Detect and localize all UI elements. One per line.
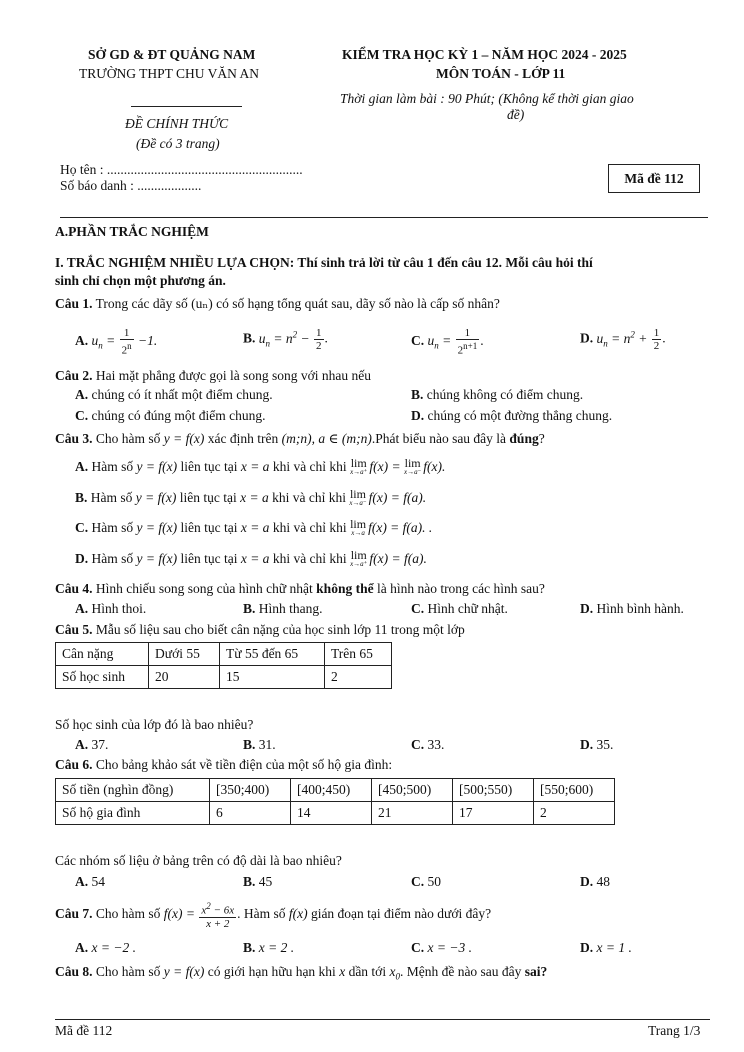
q1-option-d[interactable]: D. $u_n = n^2$ + $\frac{1}{2}$ . (580, 327, 666, 352)
q5-option-a[interactable]: A. 37. (75, 737, 109, 752)
weight-table (55, 642, 392, 689)
table-cell: [500;550) (453, 779, 534, 802)
table-row (56, 643, 392, 666)
table-cell: [350;400) (210, 779, 291, 802)
table-row (56, 779, 615, 802)
q3-option-b[interactable]: B. Hàm số y = f(x) liên tục tại x = a khi và chỉ khi lim x→a⁻ f(x) = f(a). (75, 487, 427, 507)
footer-code: Mã đề 112 (55, 1023, 113, 1038)
time-note: Thời gian làm bài : 90 Phút; (Không kể thời gian giao (340, 91, 634, 106)
page-number: Trang 1/3 (648, 1023, 701, 1038)
q4-option-b[interactable]: B. Hình thang. (243, 601, 323, 616)
pages-note: (Đề có 3 trang) (136, 136, 220, 151)
q2-option-a[interactable]: A. chúng có ít nhất một điểm chung. (75, 387, 273, 402)
department-name: SỞ GD & ĐT QUẢNG NAM (88, 47, 256, 62)
q7-option-d[interactable]: D. x = 1 . (580, 940, 632, 955)
question-2: Câu 2. Hai mặt phẳng được gọi là song song với nhau nếu (55, 368, 371, 383)
table-cell: [400;450) (291, 779, 372, 802)
q2-option-b[interactable]: B. chúng không có điểm chung. (411, 387, 584, 402)
official-label: ĐỀ CHÍNH THỨC (125, 116, 229, 131)
table-cell: Số tiền (nghìn đồng) (56, 779, 210, 802)
name-field: Họ tên : .......................................................... (60, 162, 303, 177)
part-title: I. TRẮC NGHIỆM NHIỀU LỰA CHỌN: Thí sinh trả lời từ câu 1 đến câu 12. Mỗi câu hỏi thí (55, 255, 593, 270)
table-cell: Từ 55 đến 65 (220, 643, 325, 666)
table-cell: Số học sinh (56, 666, 149, 689)
table-cell: Số hộ gia đình (56, 802, 210, 825)
q5-question: Số học sinh của lớp đó là bao nhiêu? (55, 717, 254, 732)
q5-option-c[interactable]: C. 33. (411, 737, 445, 752)
divider (131, 106, 242, 107)
table-cell: [450;500) (372, 779, 453, 802)
part-title-cont: sinh chỉ chọn một phương án. (55, 273, 226, 288)
q4-option-c[interactable]: C. Hình chữ nhật. (411, 601, 508, 616)
q7-option-a[interactable]: A. x = −2 . (75, 940, 136, 955)
table-cell: Trên 65 (325, 643, 392, 666)
table-cell: 2 (534, 802, 615, 825)
table-cell: 2 (325, 666, 392, 689)
q4-option-a[interactable]: A. Hình thoi. (75, 601, 147, 616)
q6-question: Các nhóm số liệu ở bảng trên có độ dài là bao nhiêu? (55, 853, 342, 868)
q2-option-d[interactable]: D. chúng có một đường thẳng chung. (411, 408, 613, 423)
question-8: Câu 8. Cho hàm số y = f(x) có giới hạn hữu hạn khi x dần tới $x_0$. Mệnh đề nào sau đây sai? (55, 964, 548, 982)
exam-title: KIỂM TRA HỌC KỲ 1 – NĂM HỌC 2024 - 2025 (342, 47, 627, 62)
q3-option-c[interactable]: C. Hàm số y = f(x) liên tục tại x = a khi và chỉ khi lim x→a f(x) = f(a). . (75, 517, 433, 537)
section-title: A.PHẦN TRẮC NGHIỆM (55, 224, 209, 239)
exam-code-box: Mã đề 112 (608, 164, 700, 193)
q6-option-d[interactable]: D. 48 (580, 874, 610, 889)
header-rule (60, 217, 708, 218)
table-cell: 15 (220, 666, 325, 689)
q5-option-d[interactable]: D. 35. (580, 737, 614, 752)
table-cell: 21 (372, 802, 453, 825)
q1-option-b[interactable]: B. $u_n = n^2$ − $\frac{1}{2}$ . (243, 327, 328, 352)
id-field: Số báo danh : ................... (60, 178, 202, 193)
q4-option-d[interactable]: D. Hình bình hành. (580, 601, 684, 616)
q1-option-a[interactable]: A. $u_n$ = $\frac{1}{2^n}$ −1. (75, 327, 158, 357)
q7-option-c[interactable]: C. x = −3 . (411, 940, 472, 955)
q3-option-d[interactable]: D. Hàm số y = f(x) liên tục tại x = a khi và chỉ khi lim x→a⁺ f(x) = f(a). (75, 548, 427, 568)
electricity-table (55, 778, 615, 825)
footer-rule (55, 1019, 710, 1020)
table-cell: 6 (210, 802, 291, 825)
question-3: Câu 3. Cho hàm số y = f(x) xác định trên (m;n), a ∈ (m;n).Phát biểu nào sau đây là đúng? (55, 431, 545, 446)
question-4: Câu 4. Hình chiếu song song của hình chữ nhật không thể là hình nào trong các hình sau? (55, 581, 545, 596)
q6-option-b[interactable]: B. 45 (243, 874, 273, 889)
table-cell: 14 (291, 802, 372, 825)
table-row (56, 666, 392, 689)
table-cell: [550;600) (534, 779, 615, 802)
table-cell: 17 (453, 802, 534, 825)
q7-option-b[interactable]: B. x = 2 . (243, 940, 295, 955)
question-5: Câu 5. Mẫu số liệu sau cho biết cân nặng của học sinh lớp 11 trong một lớp (55, 622, 465, 637)
table-cell: 20 (149, 666, 220, 689)
q6-option-c[interactable]: C. 50 (411, 874, 441, 889)
subject-title: MÔN TOÁN - LỚP 11 (436, 66, 566, 81)
question-1: Câu 1. Trong các dãy số (uₙ) có số hạng tổng quát sau, dãy số nào là cấp số nhân? (55, 296, 500, 311)
table-cell: Cân nặng (56, 643, 149, 666)
table-row (56, 802, 615, 825)
school-name: TRƯỜNG THPT CHU VĂN AN (79, 66, 259, 81)
q5-option-b[interactable]: B. 31. (243, 737, 276, 752)
q2-option-c[interactable]: C. chúng có đúng một điểm chung. (75, 408, 266, 423)
q3-option-a[interactable]: A. Hàm số y = f(x) liên tục tại x = a khi và chỉ khi lim x→a⁺ f(x) = lim x→a⁻ f(x). (75, 456, 446, 476)
q1-option-c[interactable]: C. $u_n$ = $\frac{1}{2^{n+1}}$ . (411, 327, 484, 357)
table-cell: Dưới 55 (149, 643, 220, 666)
time-note-cont: đề) (507, 107, 525, 122)
question-7: Câu 7. Cho hàm số f(x) = $\frac{x^2 - 6x}{x + 2}$ . Hàm số f(x) gián đoạn tại điểm nào dưới đây? (55, 901, 492, 930)
question-6: Câu 6. Cho bảng khảo sát về tiền điện của một số hộ gia đình: (55, 757, 393, 772)
q6-option-a[interactable]: A. 54 (75, 874, 105, 889)
